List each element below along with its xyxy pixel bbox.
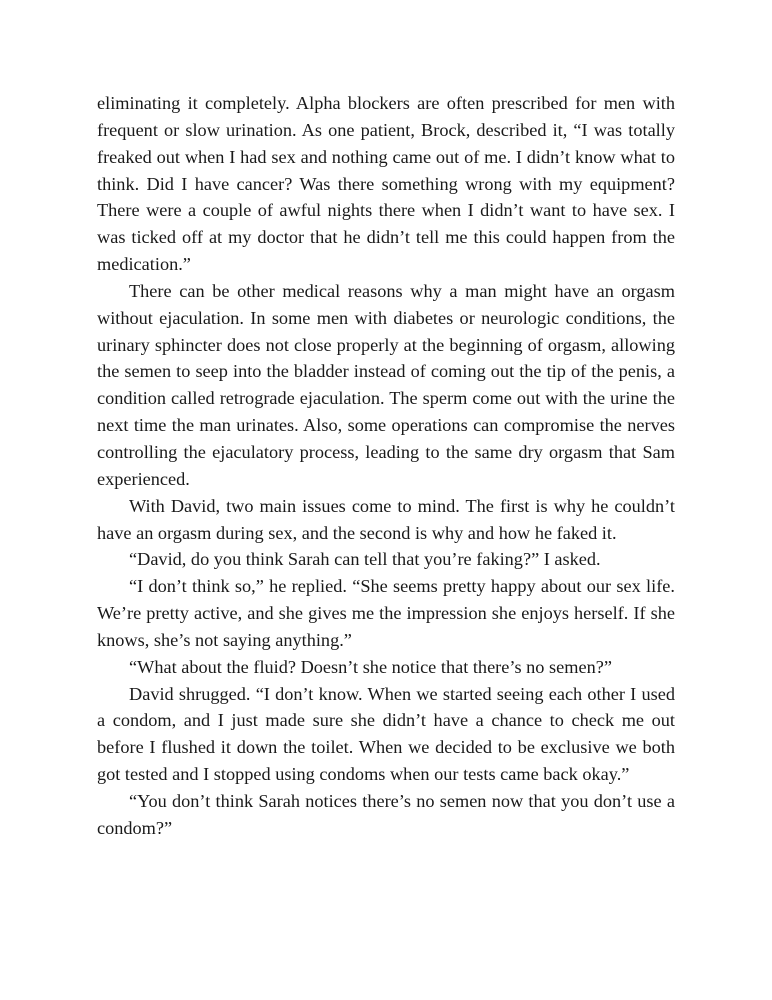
- paragraph-7: David shrugged. “I don’t know. When we started seeing each other I used a condom, and I just made sure she didn’t have a chance to check me out before I flushed it down the toilet. When we decided to be exclusive we both got tested and I stopped using condoms when our tests came back okay.”: [97, 683, 675, 785]
- paragraph-5: “I don’t think so,” he replied. “She seems pretty happy about our sex life. We’re pretty active, and she gives me the impression she enjoys herself. If she knows, she’s not saying anything.”: [97, 576, 675, 650]
- paragraph-8: “You don’t think Sarah notices there’s no semen now that you don’t use a condom?”: [97, 790, 675, 838]
- paragraph-6: “What about the fluid? Doesn’t she notice that there’s no semen?”: [129, 656, 612, 677]
- paragraph-1: eliminating it completely. Alpha blockers are often prescribed for men with frequent or slow urination. As one patient, Brock, described it, “I was totally freaked out when I had sex and nothing came out of me. I didn’t know what to think. Did I have cancer? Was there something wrong with my equipment? There were a couple of awful nights there when I didn’t want to have sex. I was ticked off at my doctor that he didn’t tell me this could happen from the medication.”: [97, 93, 675, 275]
- paragraph-4: “David, do you think Sarah can tell that you’re faking?” I asked.: [129, 549, 601, 570]
- paragraph-2: There can be other medical reasons why a man might have an orgasm without ejaculation. In some men with diabetes or neurologic conditions, the urinary sphincter does not close properly at the beginning of orgasm, allowing the semen to seep into the bladder instead of coming out the tip of the penis, a condition called retrograde ejaculation. The sperm come out with the urine the next time the man urinates. Also, some operations can compromise the nerves controlling the ejaculatory process, leading to the same dry orgasm that Sam experienced.: [97, 280, 675, 489]
- paragraph-3: With David, two main issues come to mind. The first is why he couldn’t have an orgasm during sex, and the second is why and how he faked it.: [97, 495, 675, 543]
- page-body: [97, 90, 675, 842]
